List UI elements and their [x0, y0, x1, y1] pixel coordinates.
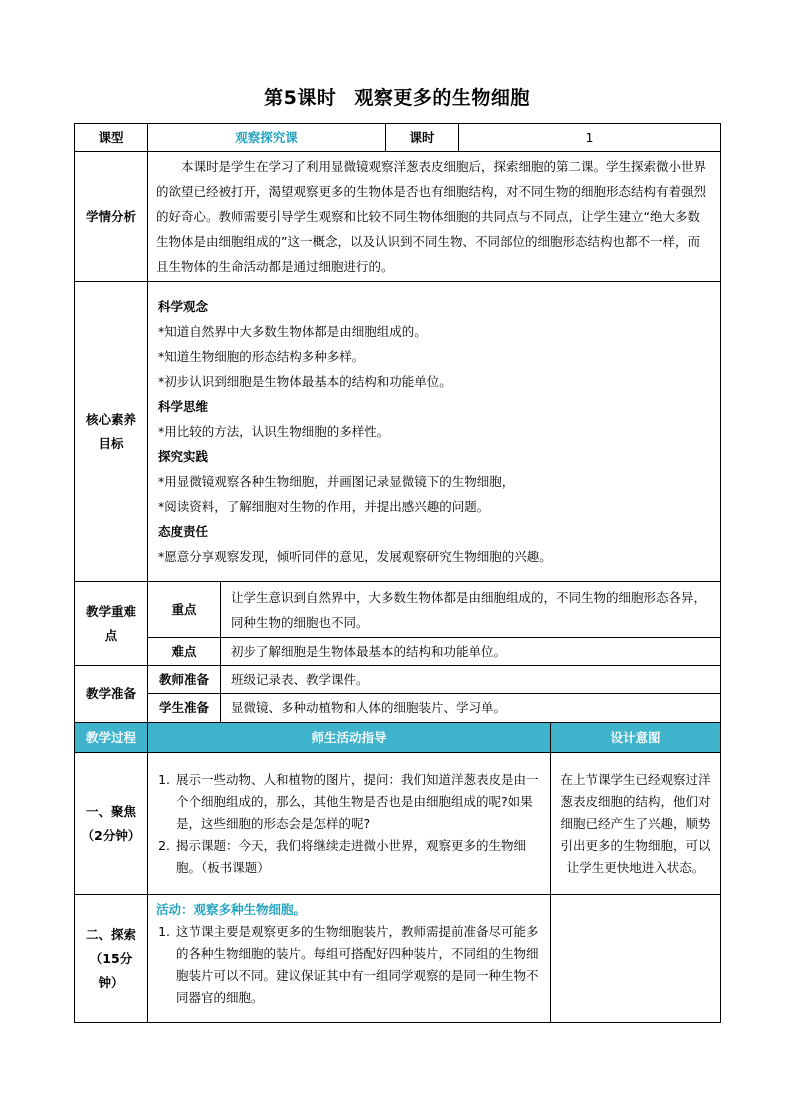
goal-item: *用比较的方法，认识生物细胞的多样性。: [158, 424, 390, 439]
step-row: [75, 753, 721, 895]
hours-label: 课时: [386, 124, 459, 152]
goal-item: *初步认识到细胞是生物体最基本的结构和功能单位。: [158, 374, 452, 389]
process-header-col2: 师生活动指导: [148, 723, 551, 753]
student-prep-label: 学生准备: [148, 694, 221, 723]
goal-heading: 态度责任: [158, 524, 209, 539]
goal-item: *阅读资料，了解细胞对生物的作用，并提出感兴趣的问题。: [158, 499, 490, 514]
lesson-number: 第5课时: [264, 87, 337, 109]
hours-value: 1: [459, 124, 721, 152]
student-prep-row: [75, 694, 721, 723]
process-header-col3: 设计意图: [551, 723, 721, 753]
step-item: 1. 这节课主要是观察更多的生物细胞装片，教师需提前准备尽可能多的各种生物细胞的装片。每组可搭配好四种装片，不同组的生物细胞装片可以不同。建议保证其中有一组同学观察的是同一种生物不同器官的细胞。: [174, 921, 542, 1009]
goal-item: *用显微镜观察各种生物细胞，并画图记录显微镜下的生物细胞，: [158, 474, 515, 489]
design-intent: [551, 895, 721, 1023]
analysis-label: 学情分析: [75, 152, 148, 282]
goal-heading: 探究实践: [158, 449, 209, 464]
difficulty-label: 难点: [148, 638, 221, 666]
lesson-name: 观察更多的生物细胞: [354, 87, 530, 109]
lesson-plan-table: [74, 123, 721, 1023]
goal-item: *知道自然界中大多数生物体都是由细胞组成的。: [158, 324, 427, 339]
focus-row: [75, 582, 721, 638]
goal-heading: 科学思维: [158, 399, 209, 414]
goal-heading: 科学观念: [158, 299, 209, 314]
analysis-row: [75, 152, 721, 282]
difficulty-text: 初步了解细胞是生物体最基本的结构和功能单位。: [221, 638, 721, 666]
prep-label: 教学准备: [75, 666, 148, 723]
teacher-prep-text: 班级记录表、教学课件。: [221, 666, 721, 694]
activity-title: 活动：观察多种生物细胞。: [156, 902, 307, 917]
student-prep-text: 显微镜、多种动植物和人体的细胞装片、学习单。: [221, 694, 721, 723]
analysis-text: 本课时是学生在学习了利用显微镜观察洋葱表皮细胞后，探索细胞的第二课。学生探索微小世界的欲望已经被打开，渴望观察更多的生物体是否也有细胞结构，对不同生物的细胞形态结构有着强烈的好奇心。教师需要引导学生观察和比较不同生物体细胞的共同点与不同点，让学生建立“绝大多数生物体是由细胞组成的”这一概念，以及认识到不同生物、不同部位的细胞形态结构也都不一样，而且生物体的生命活动都是通过细胞进行的。: [156, 159, 707, 274]
step-row: [75, 895, 721, 1023]
type-value: 观察探究课: [148, 124, 386, 152]
teacher-prep-label: 教师准备: [148, 666, 221, 694]
type-label: 课型: [75, 124, 148, 152]
info-row: [75, 124, 721, 152]
step-item: 2. 揭示课题：今天，我们将继续走进微小世界，观察更多的生物细胞。（板书课题）: [174, 835, 542, 879]
goals-label: 核心素养 目标: [75, 282, 148, 582]
design-intent: 在上节课学生已经观察过洋葱表皮细胞的结构，他们对细胞已经产生了兴趣，顺势引出更多的生物细胞，可以让学生更快地进入状态。: [551, 753, 721, 895]
focus-text: 让学生意识到自然界中，大多数生物体都是由细胞组成的，不同生物的细胞形态各异，同种生物的细胞也不同。: [221, 582, 721, 638]
goals-row: [75, 282, 721, 582]
step-label: 二、探索 （15分钟）: [75, 895, 148, 1023]
step-label: 一、聚焦 （2分钟）: [75, 753, 148, 895]
process-header-col1: 教学过程: [75, 723, 148, 753]
step-items: [156, 921, 542, 1009]
goal-item: *知道生物细胞的形态结构多种多样。: [158, 349, 365, 364]
key-points-label: 教学重难点: [75, 582, 148, 666]
step-item: 1. 展示一些动物、人和植物的图片，提问：我们知道洋葱表皮是由一个个细胞组成的，那么，其他生物是否也是由细胞组成的呢?如果是，这些细胞的形态会是怎样的呢?: [174, 769, 542, 835]
goal-item: *愿意分享观察发现，倾听同伴的意见，发展观察研究生物细胞的兴趣。: [158, 549, 552, 564]
focus-label: 重点: [148, 582, 221, 638]
step-items: [156, 769, 542, 879]
process-header: [75, 723, 721, 753]
page-title: [0, 83, 794, 110]
teacher-prep-row: [75, 666, 721, 694]
difficulty-row: [75, 638, 721, 666]
